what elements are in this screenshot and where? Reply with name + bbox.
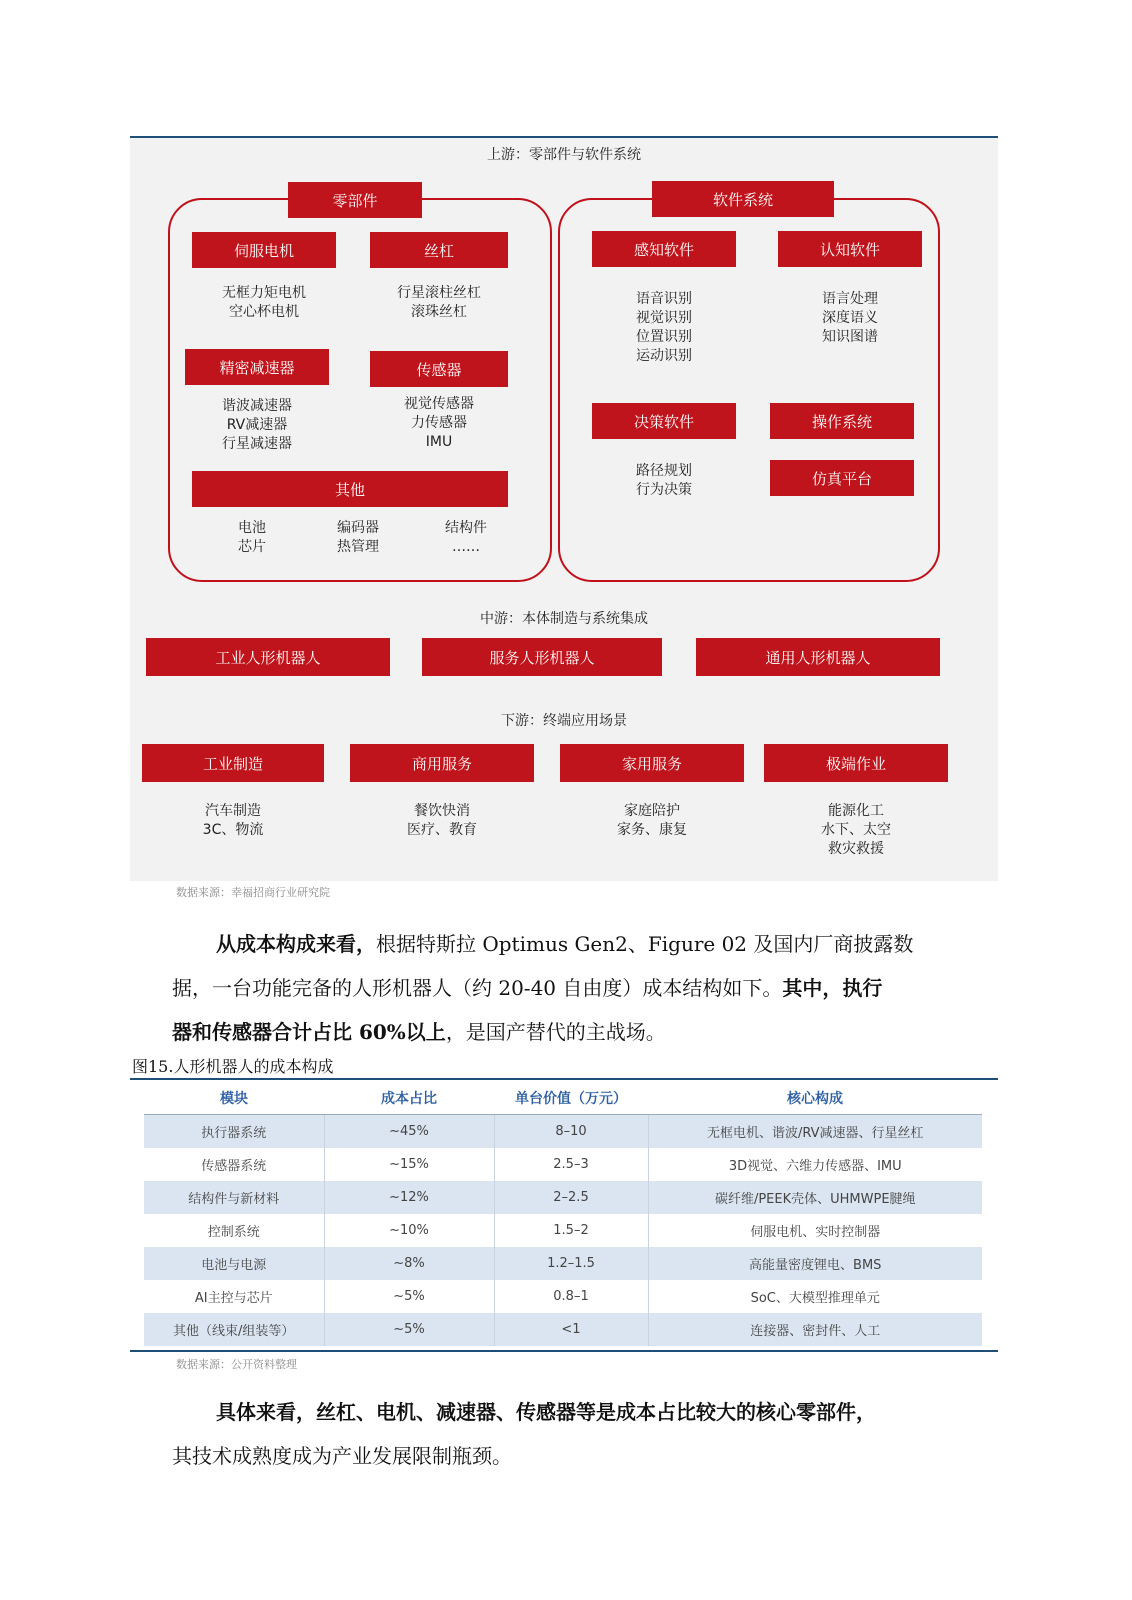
perception-items: 语音识别 视觉识别 位置识别 运动识别 [636, 291, 692, 364]
reducer-items: 谐波减速器 RV减速器 行星减速器 [222, 398, 292, 452]
industrial-humanoid-box: 工业人形机器人 [146, 638, 390, 676]
para1-bold-1: 从成本构成来看， [216, 932, 376, 956]
para1-text-1: 根据特斯拉 Optimus Gen2、Figure 02 及国内厂商披露数 [376, 932, 914, 956]
table-cell: 1.5–2 [494, 1214, 648, 1247]
screw-items: 行星滚柱丝杠 滚珠丝杠 [397, 285, 481, 320]
para2-text-1: 其技术成熟度成为产业发展限制瓶颈。 [172, 1444, 512, 1468]
other-col2: 编码器 热管理 [337, 520, 379, 555]
sensor-box: 传感器 [370, 351, 508, 387]
servo-motor-box: 伺服电机 [192, 232, 336, 268]
diagram-source-note: 数据来源：幸福招商行业研究院 [176, 886, 330, 899]
table-cell: 2–2.5 [494, 1181, 648, 1214]
table-source-note: 数据来源：公开资料整理 [176, 1358, 297, 1371]
midstream-label: 中游：本体制造与系统集成 [480, 611, 648, 627]
table-cell: SoC、大模型推理单元 [750, 1291, 880, 1306]
table-cell: 电池与电源 [144, 1247, 324, 1280]
sensor-items: 视觉传感器 力传感器 IMU [404, 396, 474, 450]
table-cell: 连接器、密封件、人工 [648, 1313, 982, 1346]
industrial-manufacturing-box: 工业制造 [142, 744, 324, 782]
table-header-row [144, 1082, 982, 1115]
table-cell: 3D视觉、六维力传感器、IMU [728, 1159, 902, 1174]
paragraph-2-line-2 [172, 1440, 512, 1469]
table-cell: 碳纤维/PEEK壳体、UHMWPE腱绳 [648, 1181, 982, 1214]
decision-items: 路径规划 行为决策 [636, 463, 692, 498]
service-humanoid-box: 服务人形机器人 [422, 638, 662, 676]
figure-caption: 图15.人形机器人的成本构成 [132, 1057, 334, 1076]
other-col3: 结构件 …… [445, 520, 487, 555]
reducer-box: 精密减速器 [185, 349, 329, 385]
table-cell: 传感器系统 [144, 1148, 324, 1181]
table-row [144, 1280, 982, 1313]
para2-bold-1: 具体来看，丝杠、电机、减速器、传感器等是成本占比较大的核心零部件， [216, 1400, 876, 1424]
table-cell: ~10% [324, 1214, 494, 1247]
para1-text-2: 据，一台功能完备的人形机器人（约 20-40 自由度）成本结构如下。 [172, 976, 783, 1000]
table-cell: 8–10 [494, 1115, 648, 1149]
cognition-items: 语言处理 深度语义 知识图谱 [822, 291, 878, 345]
table-cell: 执行器系统 [144, 1115, 324, 1149]
commercial-service-items: 餐饮快消 医疗、教育 [407, 803, 477, 838]
para1-bold-2: 其中，执行 [782, 976, 883, 1000]
table-cell: ~45% [324, 1115, 494, 1149]
header-unit-value: 单台价值（万元） [494, 1082, 648, 1115]
software-header: 软件系统 [652, 181, 834, 217]
industry-chain-diagram [130, 138, 998, 881]
table-cell: 无框电机、谐波/RV减速器、行星丝杠 [648, 1115, 982, 1149]
industrial-manufacturing-items: 汽车制造 3C、物流 [202, 803, 264, 838]
para1-bold-3: 器和传感器合计占比 60%以上 [172, 1020, 446, 1044]
household-service-items: 家庭陪护 家务、康复 [617, 803, 687, 838]
extreme-operation-box: 极端作业 [764, 744, 948, 782]
table-cell: ~15% [324, 1148, 494, 1181]
table-cell: 控制系统 [144, 1214, 324, 1247]
screw-box: 丝杠 [370, 232, 508, 268]
table-cell: ~8% [324, 1247, 494, 1280]
parts-header: 零部件 [288, 182, 422, 218]
table-cell: 其他（线束/组装等） [144, 1313, 324, 1346]
table-row [144, 1247, 982, 1280]
table-cell: ~5% [324, 1313, 494, 1346]
cognition-software-box: 认知软件 [778, 231, 922, 267]
table-row [144, 1181, 982, 1214]
header-core-components: 核心构成 [648, 1082, 982, 1115]
para1-text-3: ，是国产替代的主战场。 [445, 1020, 666, 1044]
table-bottom-rule [130, 1350, 998, 1352]
simulation-platform-box: 仿真平台 [770, 460, 914, 496]
general-humanoid-box: 通用人形机器人 [696, 638, 940, 676]
paragraph-1-line-3 [172, 1016, 666, 1045]
paragraph-2-line-1 [216, 1396, 876, 1425]
table-row [144, 1313, 982, 1346]
header-cost-share: 成本占比 [324, 1082, 494, 1115]
table-cell: 高能量密度锂电、BMS [648, 1247, 982, 1280]
table-cell: <1 [494, 1313, 648, 1346]
table-cell: 伺服电机、实时控制器 [750, 1225, 881, 1240]
table-row [144, 1214, 982, 1247]
table-row [144, 1115, 982, 1149]
table-cell: AI主控与芯片 [144, 1280, 324, 1313]
perception-software-box: 感知软件 [592, 231, 736, 267]
table-cell: 结构件与新材料 [144, 1181, 324, 1214]
other-box: 其他 [192, 471, 508, 507]
servo-motor-items: 无框力矩电机 空心杯电机 [222, 285, 306, 320]
table-cell: ~5% [324, 1280, 494, 1313]
table-cell: 0.8–1 [494, 1280, 648, 1313]
table-cell: 1.2–1.5 [494, 1247, 648, 1280]
cost-structure-table [144, 1082, 982, 1346]
table-cell: 2.5–3 [494, 1148, 648, 1181]
table-top-rule [130, 1078, 998, 1080]
header-module: 模块 [144, 1082, 324, 1115]
os-box: 操作系统 [770, 403, 914, 439]
household-service-box: 家用服务 [560, 744, 744, 782]
paragraph-1-line-1 [216, 928, 913, 957]
commercial-service-box: 商用服务 [350, 744, 534, 782]
decision-software-box: 决策软件 [592, 403, 736, 439]
table-cell: ~12% [324, 1181, 494, 1214]
other-col1: 电池 芯片 [238, 520, 266, 555]
table-row [144, 1148, 982, 1181]
upstream-label: 上游：零部件与软件系统 [487, 147, 641, 163]
downstream-label: 下游：终端应用场景 [501, 713, 627, 729]
extreme-operation-items: 能源化工 水下、太空 救灾救援 [821, 803, 891, 857]
paragraph-1-line-2 [172, 972, 882, 1001]
